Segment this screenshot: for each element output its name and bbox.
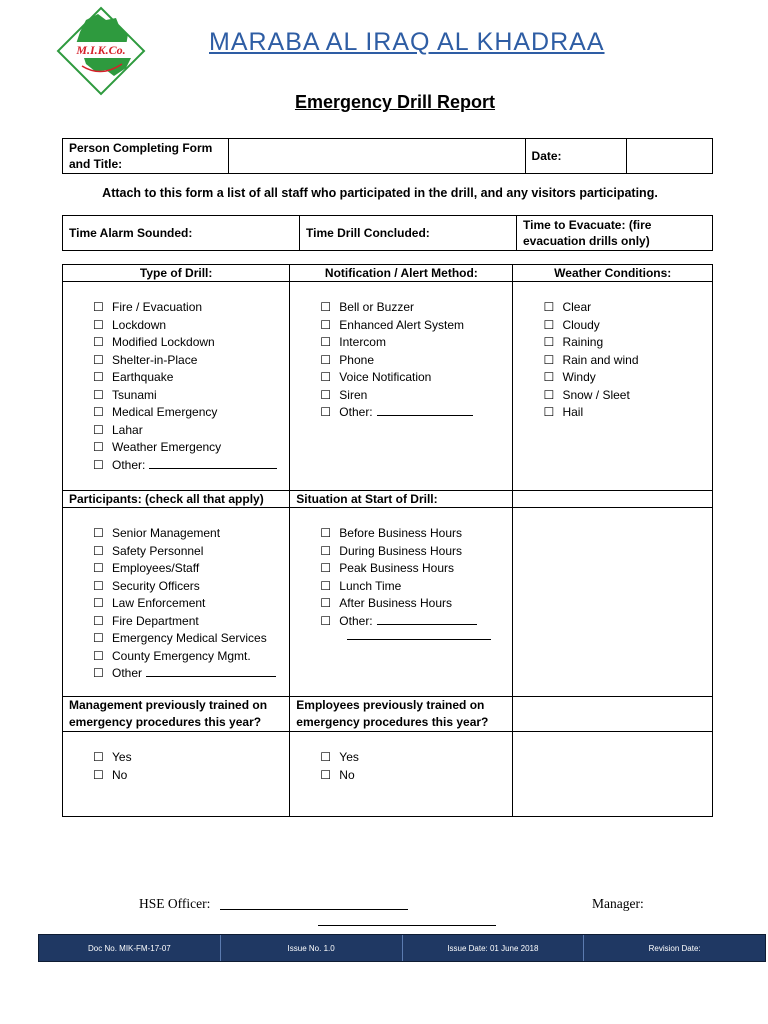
participants-option[interactable] bbox=[93, 595, 283, 613]
option-label: Medical Emergency bbox=[112, 405, 218, 419]
situation-option[interactable] bbox=[320, 543, 506, 561]
option-label: Lahar bbox=[112, 422, 143, 437]
checkbox-icon[interactable]: ☐ bbox=[93, 561, 104, 575]
situation-option[interactable] bbox=[320, 525, 506, 543]
type-of-drill-option[interactable] bbox=[93, 457, 283, 475]
option-label: Yes bbox=[112, 750, 132, 764]
option-label: Emergency Medical Services bbox=[112, 631, 267, 645]
weather-cell bbox=[513, 282, 713, 491]
notification-heading: Notification / Alert Method: bbox=[290, 265, 513, 282]
other-fill-line[interactable] bbox=[377, 404, 473, 416]
checkbox-icon[interactable]: ☐ bbox=[320, 352, 332, 367]
emp-trained-option[interactable] bbox=[320, 749, 506, 767]
manager-label: Manager: bbox=[592, 896, 644, 911]
weather-option[interactable] bbox=[543, 404, 706, 422]
type-of-drill-option[interactable] bbox=[93, 299, 283, 317]
checkbox-icon[interactable]: ☐ bbox=[93, 405, 104, 419]
checkbox-icon[interactable]: ☐ bbox=[320, 526, 332, 540]
time-evacuate-label[interactable]: Time to Evacuate: (fire evacuation drills only) bbox=[517, 216, 713, 251]
type-of-drill-option[interactable] bbox=[93, 439, 283, 457]
empty-heading-2 bbox=[513, 697, 713, 732]
option-label: Raining bbox=[562, 335, 604, 349]
option-label: Yes bbox=[339, 750, 359, 764]
checkbox-icon[interactable]: ☐ bbox=[93, 352, 104, 367]
checkbox-icon[interactable]: ☐ bbox=[543, 300, 555, 314]
option-label: Lunch Time bbox=[339, 578, 402, 593]
option-label: Windy bbox=[562, 370, 596, 384]
option-label: Voice Notification bbox=[339, 370, 432, 384]
option-label: Tsunami bbox=[112, 387, 157, 402]
notification-option[interactable] bbox=[320, 352, 506, 370]
checkbox-icon[interactable]: ☐ bbox=[93, 767, 104, 782]
option-label: Enhanced Alert System bbox=[339, 317, 465, 332]
emp-trained-cell bbox=[290, 732, 513, 817]
type-of-drill-option[interactable] bbox=[93, 387, 283, 405]
empty-cell-2 bbox=[513, 732, 713, 817]
notification-list bbox=[296, 282, 506, 422]
option-label: Shelter-in-Place bbox=[112, 352, 198, 367]
drill-details-table bbox=[62, 264, 713, 817]
person-label: Person Completing Form and Title: bbox=[63, 139, 229, 174]
checkbox-icon[interactable]: ☐ bbox=[93, 613, 104, 628]
checkbox-icon[interactable]: ☐ bbox=[320, 561, 332, 575]
situation-other-extra-line[interactable] bbox=[347, 630, 491, 640]
type-of-drill-option[interactable] bbox=[93, 334, 283, 352]
emp-trained-list bbox=[296, 732, 506, 784]
option-label: Hail bbox=[562, 405, 584, 419]
checkbox-icon[interactable]: ☐ bbox=[93, 578, 104, 593]
option-label: Fire Department bbox=[112, 613, 199, 628]
checkbox-icon[interactable]: ☐ bbox=[320, 596, 332, 610]
checkbox-icon[interactable]: ☐ bbox=[93, 300, 104, 314]
participants-option[interactable] bbox=[93, 543, 283, 561]
report-title: Emergency Drill Report bbox=[294, 92, 496, 112]
other-fill-line[interactable] bbox=[149, 457, 277, 469]
participants-option[interactable] bbox=[93, 630, 283, 648]
checkbox-icon[interactable]: ☐ bbox=[93, 387, 104, 402]
emp-trained-heading: Employees previously trained on emergency procedures this year? bbox=[290, 697, 513, 732]
hse-officer-label: HSE Officer: bbox=[139, 896, 211, 911]
option-label: No bbox=[339, 767, 355, 782]
situation-cell bbox=[290, 508, 513, 697]
footer-doc-no: Doc No. MIK-FM-17-07 bbox=[39, 935, 221, 961]
option-label: Modified Lockdown bbox=[112, 335, 215, 349]
weather-option[interactable] bbox=[543, 387, 706, 405]
situation-heading: Situation at Start of Drill: bbox=[290, 491, 513, 508]
weather-list bbox=[519, 282, 706, 422]
participants-option[interactable] bbox=[93, 560, 283, 578]
type-of-drill-cell bbox=[63, 282, 290, 491]
option-label: Phone bbox=[339, 352, 374, 367]
checkbox-icon[interactable]: ☐ bbox=[320, 578, 332, 593]
option-label: Safety Personnel bbox=[112, 543, 204, 558]
checkbox-icon[interactable]: ☐ bbox=[320, 613, 332, 628]
checkbox-icon[interactable]: ☐ bbox=[320, 387, 332, 402]
empty-heading bbox=[513, 491, 713, 508]
checkbox-icon[interactable]: ☐ bbox=[320, 750, 332, 764]
option-label: Security Officers bbox=[112, 578, 200, 593]
mgmt-trained-option[interactable] bbox=[93, 767, 283, 785]
date-field[interactable] bbox=[627, 139, 713, 174]
notification-option[interactable] bbox=[320, 317, 506, 335]
notification-option[interactable] bbox=[320, 387, 506, 405]
footer-revision-date: Revision Date: bbox=[648, 943, 701, 953]
option-label: Lockdown bbox=[112, 317, 167, 332]
footer-issue-no: Issue No. 1.0 bbox=[221, 935, 403, 961]
company-name: MARABA AL IRAQ AL KHADRAA bbox=[209, 28, 605, 56]
footer-issue-date: Issue Date: 01 June 2018 bbox=[403, 935, 585, 961]
checkbox-icon[interactable]: ☐ bbox=[320, 767, 332, 782]
company-logo bbox=[56, 6, 146, 96]
other-fill-line[interactable] bbox=[146, 665, 276, 677]
participants-cell bbox=[63, 508, 290, 697]
time-concluded-label[interactable]: Time Drill Concluded: bbox=[300, 216, 517, 251]
checkbox-icon[interactable]: ☐ bbox=[543, 405, 555, 419]
mgmt-trained-heading: Management previously trained on emergency procedures this year? bbox=[63, 697, 290, 732]
other-fill-line[interactable] bbox=[377, 613, 477, 625]
checkbox-icon[interactable]: ☐ bbox=[320, 405, 332, 419]
checkbox-icon[interactable]: ☐ bbox=[93, 335, 104, 349]
option-label: Employees/Staff bbox=[112, 561, 200, 575]
type-of-drill-option[interactable] bbox=[93, 422, 283, 440]
checkbox-icon[interactable]: ☐ bbox=[543, 317, 555, 332]
option-label: Intercom bbox=[339, 335, 386, 349]
checkbox-icon[interactable]: ☐ bbox=[93, 317, 104, 332]
situation-option[interactable] bbox=[320, 595, 506, 613]
checkbox-icon[interactable]: ☐ bbox=[93, 370, 104, 384]
option-label: Snow / Sleet bbox=[562, 387, 630, 402]
checkbox-icon[interactable]: ☐ bbox=[93, 648, 104, 663]
option-label: No bbox=[112, 767, 128, 782]
weather-option[interactable] bbox=[543, 334, 706, 352]
person-date-table bbox=[62, 138, 713, 174]
weather-option[interactable] bbox=[543, 299, 706, 317]
checkbox-icon[interactable]: ☐ bbox=[93, 543, 104, 558]
option-label: Cloudy bbox=[562, 317, 600, 332]
time-alarm-label[interactable]: Time Alarm Sounded: bbox=[63, 216, 300, 251]
option-label: Earthquake bbox=[112, 370, 174, 384]
logo-emblem-icon bbox=[56, 6, 146, 96]
empty-cell bbox=[513, 508, 713, 697]
checkbox-icon[interactable]: ☐ bbox=[320, 300, 332, 314]
option-label: After Business Hours bbox=[339, 596, 453, 610]
notification-option[interactable] bbox=[320, 299, 506, 317]
emp-trained-option[interactable] bbox=[320, 767, 506, 785]
checkbox-icon[interactable]: ☐ bbox=[93, 457, 104, 472]
participants-option[interactable] bbox=[93, 613, 283, 631]
option-label: Other: bbox=[112, 457, 146, 472]
type-of-drill-heading: Type of Drill: bbox=[63, 265, 290, 282]
checkbox-icon[interactable]: ☐ bbox=[93, 422, 104, 437]
checkbox-icon[interactable]: ☐ bbox=[93, 526, 104, 540]
option-label: County Emergency Mgmt. bbox=[112, 648, 251, 663]
option-label: During Business Hours bbox=[339, 543, 463, 558]
type-of-drill-option[interactable] bbox=[93, 369, 283, 387]
participants-option[interactable] bbox=[93, 648, 283, 666]
checkbox-icon[interactable]: ☐ bbox=[543, 352, 555, 367]
weather-option[interactable] bbox=[543, 317, 706, 335]
situation-option[interactable] bbox=[320, 578, 506, 596]
checkbox-icon[interactable]: ☐ bbox=[320, 370, 332, 384]
participants-option[interactable] bbox=[93, 525, 283, 543]
notification-option[interactable] bbox=[320, 369, 506, 387]
option-label: Weather Emergency bbox=[112, 440, 222, 454]
document-footer bbox=[38, 934, 766, 962]
option-label: Fire / Evacuation bbox=[112, 300, 203, 314]
mgmt-trained-option[interactable] bbox=[93, 749, 283, 767]
notification-option[interactable] bbox=[320, 334, 506, 352]
situation-list bbox=[296, 508, 506, 630]
checkbox-icon[interactable]: ☐ bbox=[93, 666, 104, 680]
option-label: Siren bbox=[339, 387, 368, 402]
option-label: Peak Business Hours bbox=[339, 561, 455, 575]
option-label: Before Business Hours bbox=[339, 526, 463, 540]
type-of-drill-option[interactable] bbox=[93, 352, 283, 370]
checkbox-icon[interactable]: ☐ bbox=[93, 750, 104, 764]
situation-option[interactable] bbox=[320, 560, 506, 578]
participants-option[interactable] bbox=[93, 665, 283, 683]
weather-option[interactable] bbox=[543, 352, 706, 370]
option-label: Rain and wind bbox=[562, 352, 639, 367]
weather-option[interactable] bbox=[543, 369, 706, 387]
participants-list bbox=[69, 508, 283, 683]
attach-note: Attach to this form a list of all staff who participated in the drill, and any visitors participating. bbox=[102, 186, 658, 200]
type-of-drill-option[interactable] bbox=[93, 404, 283, 422]
option-label: Other: bbox=[339, 613, 373, 628]
logo-text: M.I.K.Co. bbox=[76, 43, 126, 57]
participants-heading: Participants: (check all that apply) bbox=[63, 491, 290, 508]
date-label: Date: bbox=[525, 139, 627, 174]
hse-signature-line[interactable] bbox=[220, 897, 408, 910]
checkbox-icon[interactable]: ☐ bbox=[543, 335, 555, 349]
type-of-drill-option[interactable] bbox=[93, 317, 283, 335]
checkbox-icon[interactable]: ☐ bbox=[93, 440, 104, 454]
weather-heading: Weather Conditions: bbox=[513, 265, 713, 282]
participants-option[interactable] bbox=[93, 578, 283, 596]
mgmt-trained-cell bbox=[63, 732, 290, 817]
notification-option[interactable] bbox=[320, 404, 506, 422]
option-label: Bell or Buzzer bbox=[339, 300, 414, 314]
checkbox-icon[interactable]: ☐ bbox=[320, 335, 332, 349]
checkbox-icon[interactable]: ☐ bbox=[543, 387, 555, 402]
checkbox-icon[interactable]: ☐ bbox=[320, 317, 332, 332]
times-table bbox=[62, 215, 713, 251]
person-field[interactable] bbox=[229, 139, 525, 174]
checkbox-icon[interactable]: ☐ bbox=[93, 596, 104, 610]
option-label: Other: bbox=[339, 405, 373, 419]
option-label: Other bbox=[112, 666, 143, 680]
notification-cell bbox=[290, 282, 513, 491]
option-label: Senior Management bbox=[112, 526, 221, 540]
manager-signature-line[interactable] bbox=[318, 913, 496, 926]
checkbox-icon[interactable]: ☐ bbox=[93, 631, 104, 645]
type-of-drill-list bbox=[69, 282, 283, 474]
option-label: Clear bbox=[562, 300, 592, 314]
option-label: Law Enforcement bbox=[112, 596, 206, 610]
mgmt-trained-list bbox=[69, 732, 283, 784]
checkbox-icon[interactable]: ☐ bbox=[320, 543, 332, 558]
checkbox-icon[interactable]: ☐ bbox=[543, 370, 555, 384]
situation-option[interactable] bbox=[320, 613, 506, 631]
